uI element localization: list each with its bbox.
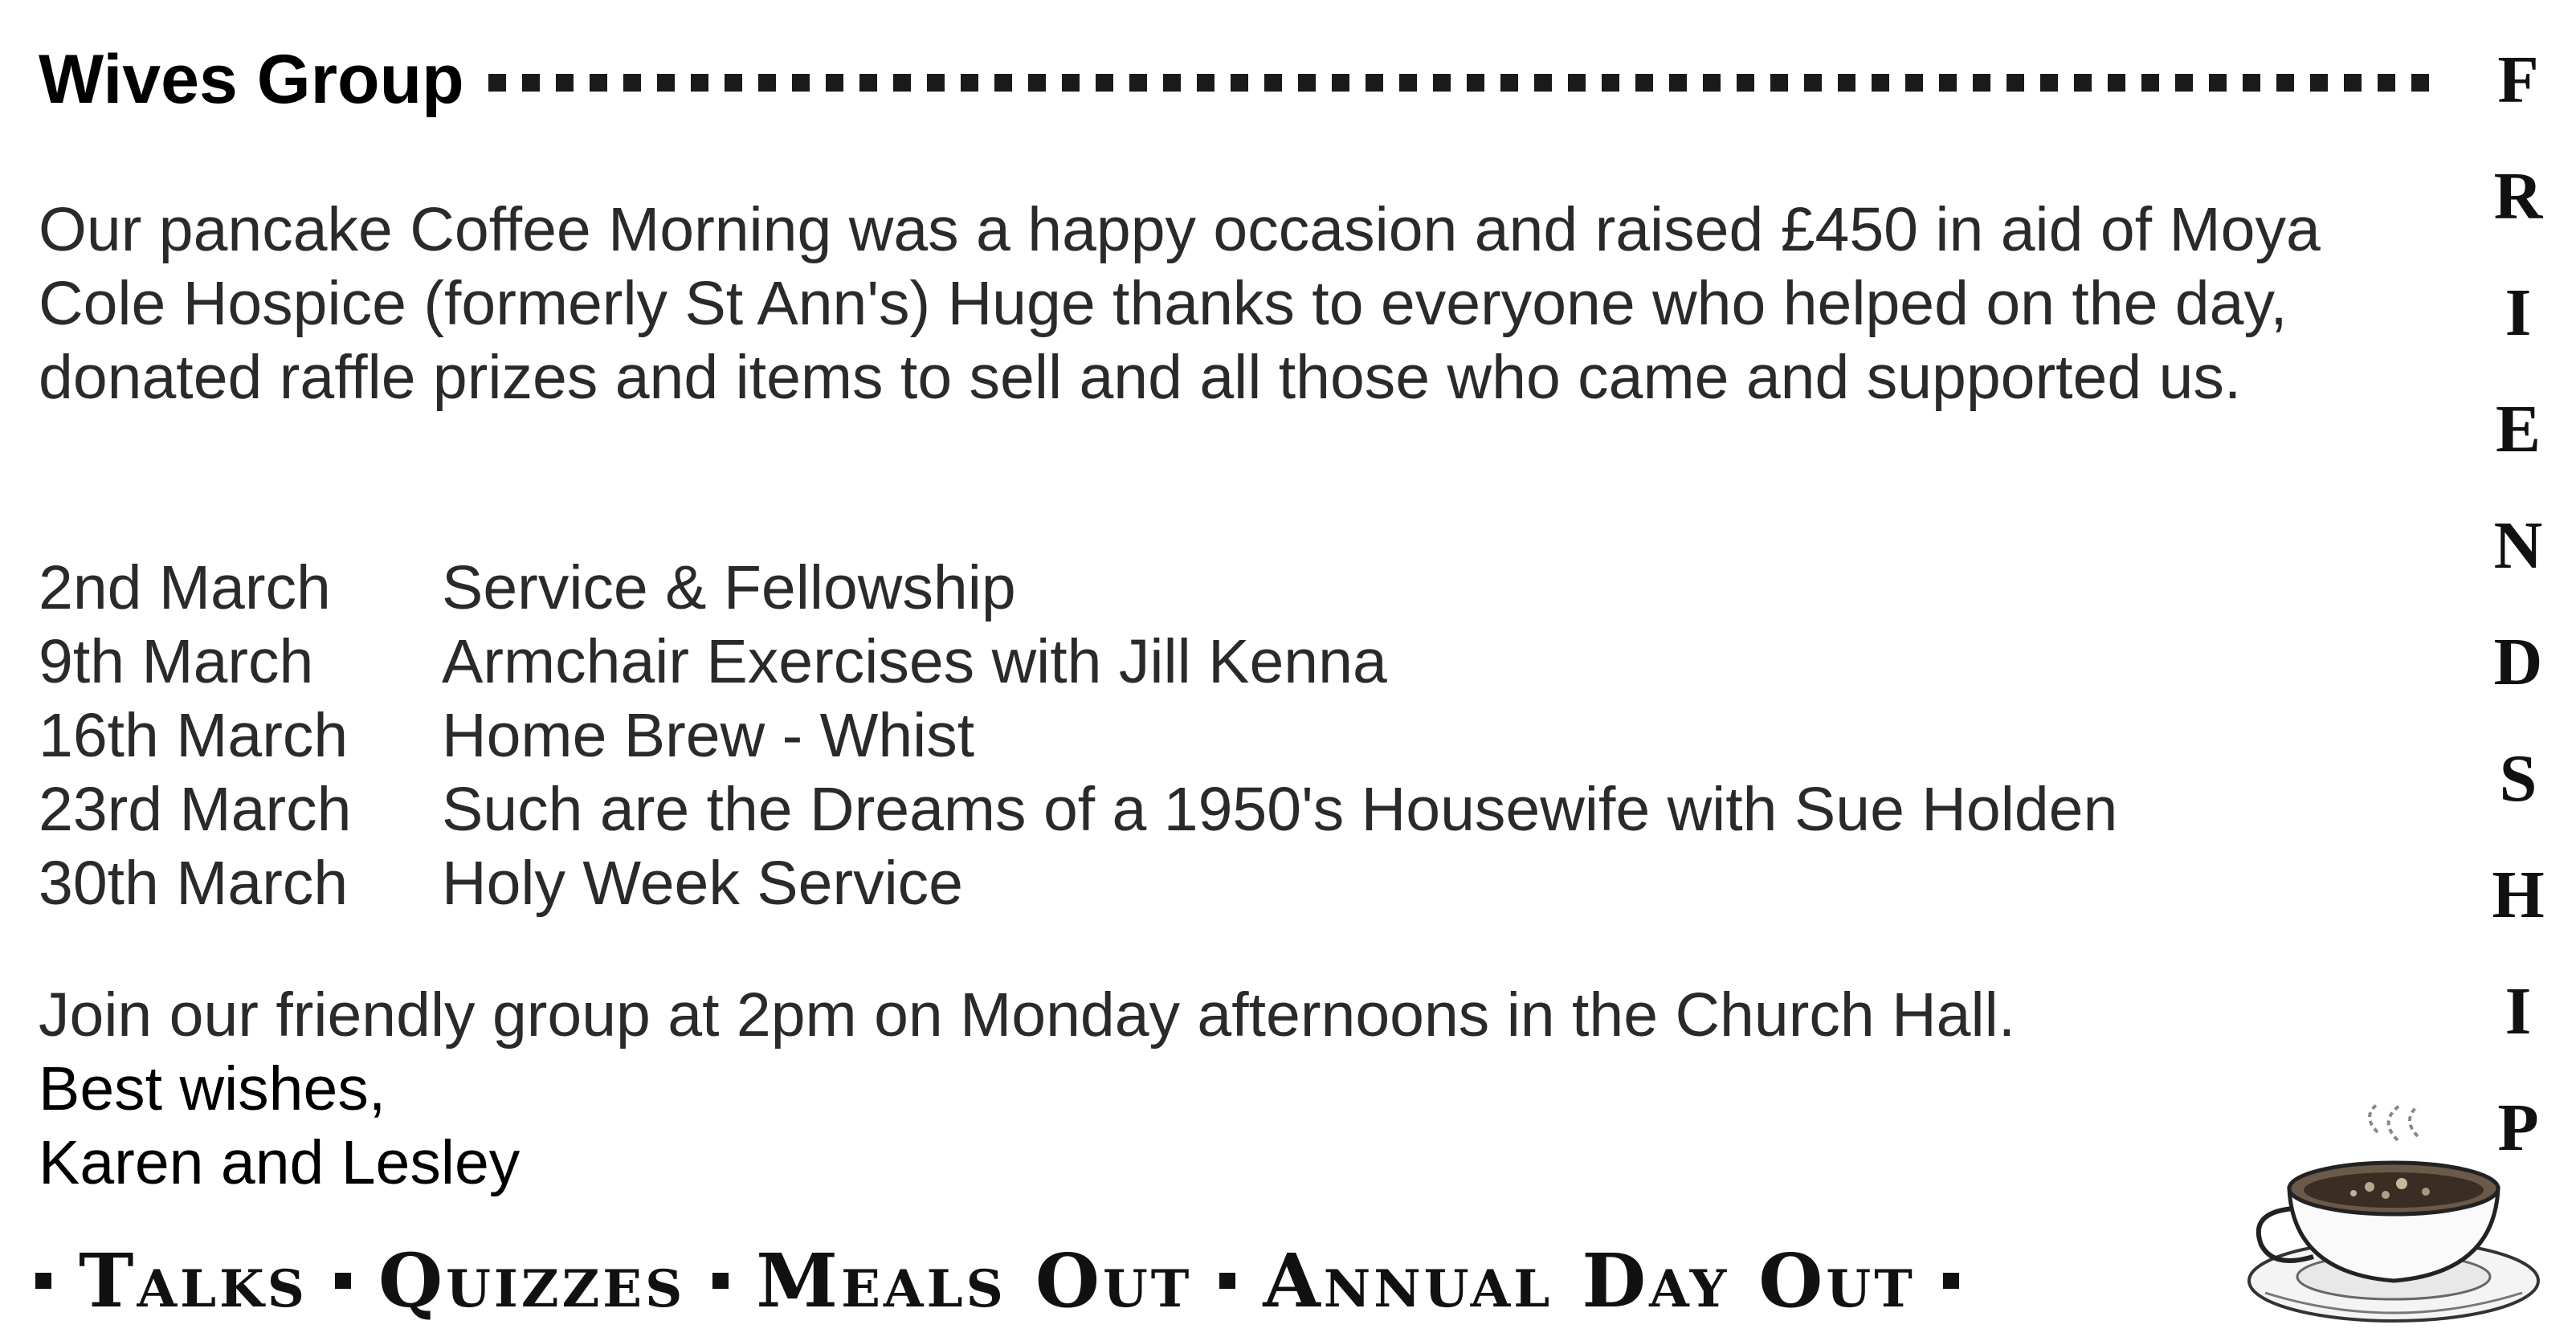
schedule-row xyxy=(39,551,2117,625)
schedule-row xyxy=(39,699,2117,772)
vertical-letter: S xyxy=(2499,741,2537,816)
square-bullet-icon xyxy=(712,1273,729,1289)
schedule-date: 30th March xyxy=(39,849,349,918)
title-row xyxy=(39,35,2440,124)
signature: Karen and Lesley xyxy=(39,1128,521,1197)
schedule-row xyxy=(39,772,2117,846)
join-text: Join our friendly group at 2pm on Monday afternoons in the Church Hall. xyxy=(39,980,2016,1050)
schedule-date: 23rd March xyxy=(39,775,352,844)
schedule-event: Armchair Exercises with Jill Kenna xyxy=(442,627,1387,696)
schedule-event: Holy Week Service xyxy=(442,849,964,918)
schedule-date: 9th March xyxy=(39,627,314,696)
square-bullet-icon xyxy=(35,1273,51,1289)
schedule-event: Service & Fellowship xyxy=(442,553,1016,622)
vertical-letter: F xyxy=(2497,43,2539,117)
banner-item-meals-out: Meals Out xyxy=(756,1237,1193,1324)
vertical-letter: R xyxy=(2493,159,2543,234)
schedule-event: Home Brew - Whist xyxy=(442,701,975,770)
coffee-cup-icon xyxy=(2233,1100,2554,1341)
vertical-letter: H xyxy=(2492,858,2545,932)
best-wishes: Best wishes, xyxy=(39,1054,386,1123)
vertical-letter: P xyxy=(2497,1090,2539,1165)
square-bullet-icon xyxy=(335,1273,351,1289)
schedule-event: Such are the Dreams of a 1950's Housewife with Sue Holden xyxy=(442,775,2118,844)
vertical-letter: E xyxy=(2495,392,2541,467)
vertical-friendship-word xyxy=(2474,32,2562,1196)
schedule-list xyxy=(39,551,2117,920)
vertical-letter: I xyxy=(2505,275,2532,350)
vertical-letter: D xyxy=(2493,625,2543,699)
square-bullet-icon xyxy=(1943,1273,1959,1289)
banner-item-talks: Talks xyxy=(79,1237,308,1324)
vertical-letter: N xyxy=(2493,508,2543,583)
dotted-divider xyxy=(488,74,2440,92)
activities-banner xyxy=(35,1237,1986,1325)
schedule-row xyxy=(39,625,2117,699)
banner-item-quizzes: Quizzes xyxy=(378,1237,686,1324)
closing-block xyxy=(39,978,2015,1200)
square-bullet-icon xyxy=(1219,1273,1235,1289)
page-title: Wives Group xyxy=(39,41,464,118)
schedule-row xyxy=(39,846,2117,920)
banner-item-annual-day-out: Annual Day Out xyxy=(1263,1237,1916,1324)
intro-paragraph: Our pancake Coffee Morning was a happy occasion and raised £450 in aid of Moya Cole Hospice (formerly St Ann's) Huge thanks to everyone who helped on the day, donated raffle prizes and items to sell and all those who came and supported us. xyxy=(39,195,2321,412)
schedule-date: 2nd March xyxy=(39,553,331,622)
schedule-date: 16th March xyxy=(39,701,349,770)
vertical-letter: I xyxy=(2505,974,2532,1049)
